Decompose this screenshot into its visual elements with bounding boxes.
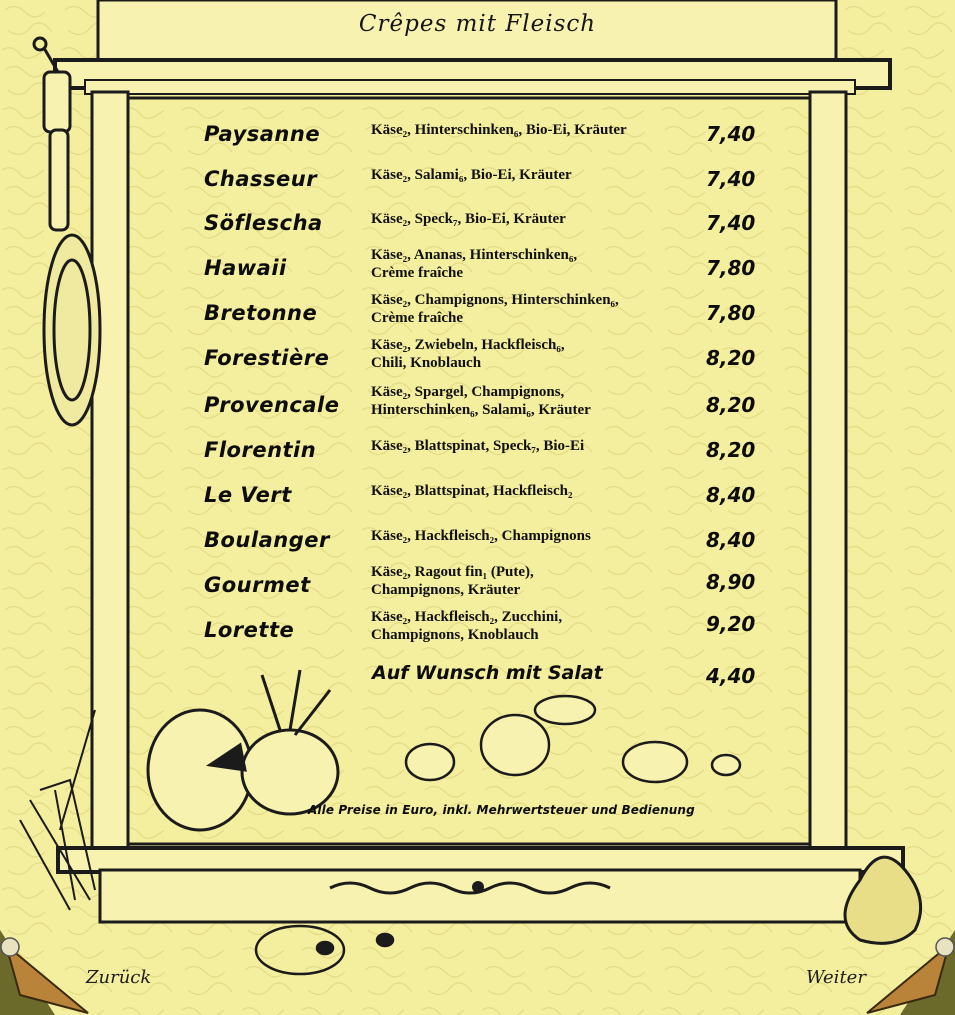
item-description: Käse₂, Zwiebeln, Hackfleisch₆, Chili, Knoblauch <box>371 337 565 371</box>
item-description: Käse₂, Spargel, Champignons, Hinterschinken₆, Salami₆, Kräuter <box>371 384 591 418</box>
item-name: Söflescha <box>204 211 323 235</box>
item-description: Käse₂, Hinterschinken₆, Bio-Ei, Kräuter <box>371 122 627 138</box>
item-price: 7,80 <box>706 301 756 325</box>
item-name: Hawaii <box>204 256 287 280</box>
item-description: Käse₂, Ananas, Hinterschinken₆, Crème fraîche <box>371 247 578 281</box>
back-arrow-icon[interactable] <box>0 935 90 1015</box>
menu-item <box>0 122 955 166</box>
item-price: 8,20 <box>706 393 756 417</box>
item-name: Florentin <box>204 438 317 462</box>
item-description: Käse₂, Salami₆, Bio-Ei, Kräuter <box>371 167 572 183</box>
item-name: Chasseur <box>204 167 318 191</box>
item-description: Käse₂, Blattspinat, Speck₇, Bio-Ei <box>371 438 585 454</box>
next-arrow-icon[interactable] <box>865 935 955 1015</box>
back-link[interactable]: Zurück <box>86 967 152 988</box>
item-price: 8,20 <box>706 438 756 462</box>
item-price: 7,40 <box>706 122 756 146</box>
menu-item <box>0 167 955 211</box>
item-price: 8,90 <box>706 570 756 594</box>
item-description: Käse₂, Hackfleisch₂, Champignons <box>371 528 591 544</box>
page-title: Crêpes mit Fleisch <box>358 11 597 37</box>
menu-item <box>0 438 955 482</box>
menu-item <box>0 483 955 527</box>
menu-item <box>0 384 955 437</box>
item-price: 7,80 <box>706 256 756 280</box>
item-name: Lorette <box>204 618 295 642</box>
price-footnote: Alle Preise in Euro, inkl. Mehrwertsteuer und Bedienung <box>308 803 695 817</box>
item-description: Käse₂, Hackfleisch₂, Zucchini, Champignons, Knoblauch <box>371 609 563 643</box>
item-price: 7,40 <box>706 167 756 191</box>
item-name: Boulanger <box>204 528 330 552</box>
item-description: Käse₂, Champignons, Hinterschinken₆, Crème fraîche <box>371 292 619 326</box>
salad-option-label: Auf Wunsch mit Salat <box>372 662 603 684</box>
item-description: Käse₂, Speck₇, Bio-Ei, Kräuter <box>371 211 566 227</box>
item-price: 8,40 <box>706 483 756 507</box>
item-price: 8,20 <box>706 346 756 370</box>
item-name: Provencale <box>204 393 340 417</box>
item-name: Le Vert <box>204 483 292 507</box>
next-link[interactable]: Weiter <box>806 967 866 988</box>
item-price: 9,20 <box>706 612 756 636</box>
item-name: Forestière <box>204 346 330 370</box>
salad-option-price: 4,40 <box>706 664 756 688</box>
item-description: Käse₂, Blattspinat, Hackfleisch₂ <box>371 483 573 499</box>
item-name: Paysanne <box>204 122 321 146</box>
item-name: Bretonne <box>204 301 318 325</box>
item-price: 7,40 <box>706 211 756 235</box>
item-price: 8,40 <box>706 528 756 552</box>
item-description: Käse₂, Ragout fin₁ (Pute), Champignons, Kräuter <box>371 564 534 598</box>
menu-item <box>0 609 955 662</box>
item-name: Gourmet <box>204 573 311 597</box>
